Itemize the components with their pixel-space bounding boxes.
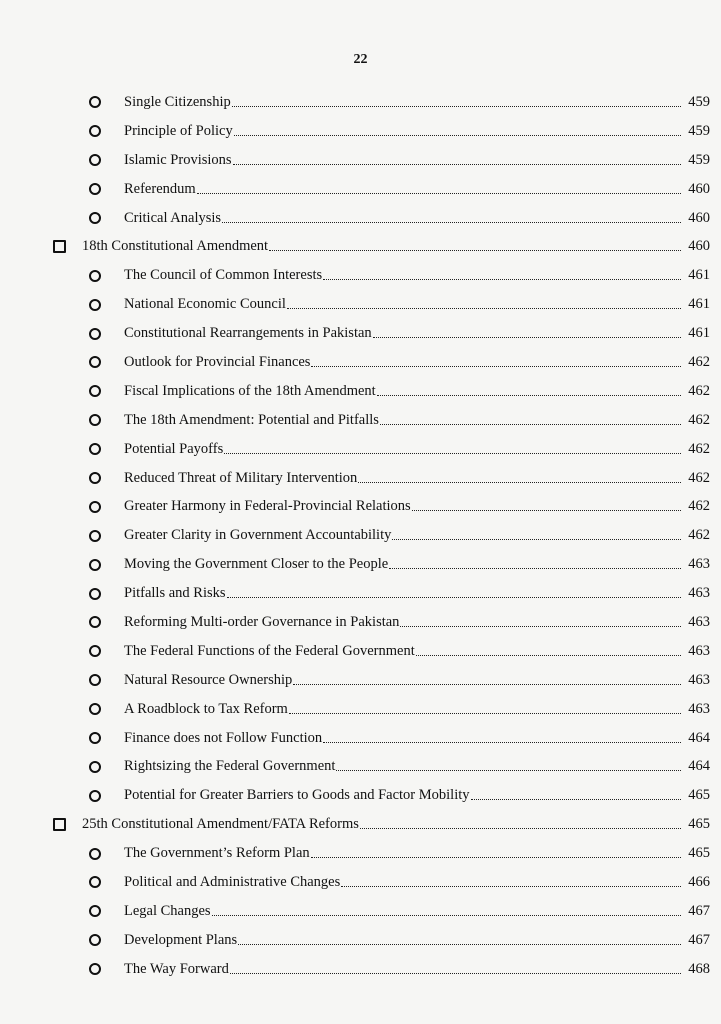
toc-subsection-entry bbox=[52, 492, 710, 521]
toc-entry-page: 465 bbox=[688, 816, 710, 833]
table-of-contents bbox=[52, 88, 710, 984]
dot-leader bbox=[377, 395, 681, 396]
toc-entry-page: 462 bbox=[688, 440, 710, 457]
toc-subsection-entry bbox=[52, 781, 710, 810]
toc-entry-page: 462 bbox=[688, 411, 710, 428]
toc-entry-title: Moving the Government Closer to the People bbox=[124, 556, 389, 573]
circle-bullet-icon bbox=[88, 761, 102, 773]
toc-subsection-entry bbox=[52, 897, 710, 926]
toc-entry-title: Single Citizenship bbox=[124, 93, 231, 110]
toc-subsection-entry bbox=[52, 695, 710, 724]
dot-leader bbox=[234, 135, 681, 136]
toc-subsection-entry bbox=[52, 406, 710, 435]
circle-bullet-icon bbox=[88, 356, 102, 368]
dot-leader bbox=[392, 539, 681, 540]
toc-entry-title: Natural Resource Ownership bbox=[124, 671, 293, 688]
dot-leader bbox=[233, 164, 681, 165]
circle-bullet-icon bbox=[88, 530, 102, 542]
toc-entry-title: Development Plans bbox=[124, 931, 238, 948]
toc-entry-title: Islamic Provisions bbox=[124, 151, 232, 168]
dot-leader bbox=[269, 250, 681, 251]
toc-entry-page: 462 bbox=[688, 469, 710, 486]
toc-entry-page: 465 bbox=[688, 787, 710, 804]
toc-subsection-entry bbox=[52, 348, 710, 377]
toc-entry-page: 463 bbox=[688, 700, 710, 717]
toc-entry-title: Legal Changes bbox=[124, 902, 211, 919]
toc-entry-page: 463 bbox=[688, 642, 710, 659]
dot-leader bbox=[341, 886, 681, 887]
toc-subsection-entry bbox=[52, 521, 710, 550]
dot-leader bbox=[287, 308, 681, 309]
checkbox-bullet-icon bbox=[52, 818, 66, 831]
toc-entry-page: 461 bbox=[688, 267, 710, 284]
toc-subsection-entry bbox=[52, 435, 710, 464]
toc-subsection-entry bbox=[52, 724, 710, 753]
toc-section-entry bbox=[52, 810, 710, 839]
toc-entry-title: Reforming Multi-order Governance in Pakistan bbox=[124, 613, 400, 630]
toc-entry-title: Critical Analysis bbox=[124, 209, 222, 226]
toc-entry-page: 467 bbox=[688, 931, 710, 948]
toc-subsection-entry bbox=[52, 464, 710, 493]
circle-bullet-icon bbox=[88, 616, 102, 628]
toc-entry-title: Rightsizing the Federal Government bbox=[124, 758, 336, 775]
toc-entry-title: The Way Forward bbox=[124, 960, 229, 977]
toc-subsection-entry bbox=[52, 261, 710, 290]
toc-subsection-entry bbox=[52, 666, 710, 695]
toc-section-entry bbox=[52, 232, 710, 261]
circle-bullet-icon bbox=[88, 732, 102, 744]
circle-bullet-icon bbox=[88, 905, 102, 917]
circle-bullet-icon bbox=[88, 125, 102, 137]
toc-entry-page: 462 bbox=[688, 353, 710, 370]
dot-leader bbox=[336, 770, 681, 771]
toc-entry-title: Principle of Policy bbox=[124, 122, 233, 139]
toc-entry-title: The Federal Functions of the Federal Government bbox=[124, 642, 415, 659]
toc-entry-title: National Economic Council bbox=[124, 296, 286, 313]
toc-entry-title: Fiscal Implications of the 18th Amendment bbox=[124, 382, 376, 399]
circle-bullet-icon bbox=[88, 154, 102, 166]
toc-subsection-entry bbox=[52, 550, 710, 579]
circle-bullet-icon bbox=[88, 963, 102, 975]
toc-subsection-entry bbox=[52, 608, 710, 637]
toc-entry-title: Potential for Greater Barriers to Goods and Factor Mobility bbox=[124, 787, 470, 804]
toc-entry-title: Referendum bbox=[124, 180, 196, 197]
toc-entry-title: The Government’s Reform Plan bbox=[124, 845, 310, 862]
dot-leader bbox=[197, 193, 681, 194]
circle-bullet-icon bbox=[88, 414, 102, 426]
dot-leader bbox=[323, 279, 681, 280]
toc-subsection-entry bbox=[52, 579, 710, 608]
toc-subsection-entry bbox=[52, 290, 710, 319]
dot-leader bbox=[380, 424, 681, 425]
toc-entry-page: 464 bbox=[688, 729, 710, 746]
toc-entry-title: Outlook for Provincial Finances bbox=[124, 353, 311, 370]
toc-entry-title: 18th Constitutional Amendment bbox=[82, 238, 269, 255]
circle-bullet-icon bbox=[88, 645, 102, 657]
circle-bullet-icon bbox=[88, 934, 102, 946]
toc-entry-title: The Council of Common Interests bbox=[124, 267, 323, 284]
toc-entry-title: The 18th Amendment: Potential and Pitfalls bbox=[124, 411, 379, 428]
toc-entry-page: 460 bbox=[688, 209, 710, 226]
toc-entry-page: 461 bbox=[688, 325, 710, 342]
dot-leader bbox=[311, 366, 681, 367]
toc-entry-page: 460 bbox=[688, 238, 710, 255]
toc-entry-page: 462 bbox=[688, 382, 710, 399]
dot-leader bbox=[373, 337, 681, 338]
circle-bullet-icon bbox=[88, 212, 102, 224]
toc-subsection-entry bbox=[52, 88, 710, 117]
toc-entry-page: 463 bbox=[688, 671, 710, 688]
toc-entry-title: Pitfalls and Risks bbox=[124, 585, 226, 602]
toc-subsection-entry bbox=[52, 319, 710, 348]
dot-leader bbox=[358, 482, 681, 483]
toc-subsection-entry bbox=[52, 146, 710, 175]
toc-entry-title: Potential Payoffs bbox=[124, 440, 224, 457]
toc-entry-page: 460 bbox=[688, 180, 710, 197]
circle-bullet-icon bbox=[88, 501, 102, 513]
toc-entry-page: 462 bbox=[688, 498, 710, 515]
circle-bullet-icon bbox=[88, 848, 102, 860]
dot-leader bbox=[360, 828, 681, 829]
circle-bullet-icon bbox=[88, 472, 102, 484]
toc-subsection-entry bbox=[52, 752, 710, 781]
circle-bullet-icon bbox=[88, 674, 102, 686]
toc-entry-title: A Roadblock to Tax Reform bbox=[124, 700, 288, 717]
circle-bullet-icon bbox=[88, 183, 102, 195]
toc-entry-title: Political and Administrative Changes bbox=[124, 873, 341, 890]
circle-bullet-icon bbox=[88, 96, 102, 108]
toc-entry-page: 461 bbox=[688, 296, 710, 313]
page-number: 22 bbox=[353, 52, 368, 67]
toc-subsection-entry bbox=[52, 377, 710, 406]
circle-bullet-icon bbox=[88, 790, 102, 802]
dot-leader bbox=[222, 222, 681, 223]
circle-bullet-icon bbox=[88, 299, 102, 311]
checkbox-bullet-icon bbox=[52, 240, 66, 253]
toc-subsection-entry bbox=[52, 204, 710, 233]
toc-entry-page: 462 bbox=[688, 527, 710, 544]
dot-leader bbox=[212, 915, 681, 916]
dot-leader bbox=[238, 944, 681, 945]
toc-entry-page: 464 bbox=[688, 758, 710, 775]
circle-bullet-icon bbox=[88, 588, 102, 600]
dot-leader bbox=[289, 713, 681, 714]
dot-leader bbox=[416, 655, 681, 656]
circle-bullet-icon bbox=[88, 559, 102, 571]
toc-subsection-entry bbox=[52, 637, 710, 666]
dot-leader bbox=[227, 597, 681, 598]
toc-entry-title: Greater Harmony in Federal-Provincial Relations bbox=[124, 498, 411, 515]
dot-leader bbox=[293, 684, 681, 685]
circle-bullet-icon bbox=[88, 385, 102, 397]
toc-entry-title: Greater Clarity in Government Accountability bbox=[124, 527, 392, 544]
toc-entry-title: Finance does not Follow Function bbox=[124, 729, 323, 746]
circle-bullet-icon bbox=[88, 876, 102, 888]
dot-leader bbox=[389, 568, 681, 569]
dot-leader bbox=[400, 626, 681, 627]
toc-entry-page: 459 bbox=[688, 151, 710, 168]
dot-leader bbox=[311, 857, 681, 858]
toc-subsection-entry bbox=[52, 926, 710, 955]
toc-subsection-entry bbox=[52, 117, 710, 146]
toc-subsection-entry bbox=[52, 175, 710, 204]
toc-entry-page: 459 bbox=[688, 122, 710, 139]
toc-entry-title: 25th Constitutional Amendment/FATA Reforms bbox=[82, 816, 359, 833]
dot-leader bbox=[230, 973, 681, 974]
toc-entry-page: 463 bbox=[688, 585, 710, 602]
toc-subsection-entry bbox=[52, 839, 710, 868]
circle-bullet-icon bbox=[88, 328, 102, 340]
dot-leader bbox=[471, 799, 681, 800]
toc-entry-page: 463 bbox=[688, 556, 710, 573]
dot-leader bbox=[323, 742, 681, 743]
circle-bullet-icon bbox=[88, 270, 102, 282]
circle-bullet-icon bbox=[88, 443, 102, 455]
dot-leader bbox=[232, 106, 681, 107]
toc-subsection-entry bbox=[52, 955, 710, 984]
toc-entry-page: 459 bbox=[688, 93, 710, 110]
toc-entry-page: 467 bbox=[688, 902, 710, 919]
toc-subsection-entry bbox=[52, 868, 710, 897]
dot-leader bbox=[224, 453, 681, 454]
toc-entry-page: 468 bbox=[688, 960, 710, 977]
circle-bullet-icon bbox=[88, 703, 102, 715]
toc-entry-title: Reduced Threat of Military Intervention bbox=[124, 469, 358, 486]
toc-entry-title: Constitutional Rearrangements in Pakistan bbox=[124, 325, 372, 342]
dot-leader bbox=[412, 510, 681, 511]
toc-entry-page: 465 bbox=[688, 845, 710, 862]
toc-entry-page: 463 bbox=[688, 613, 710, 630]
toc-entry-page: 466 bbox=[688, 873, 710, 890]
